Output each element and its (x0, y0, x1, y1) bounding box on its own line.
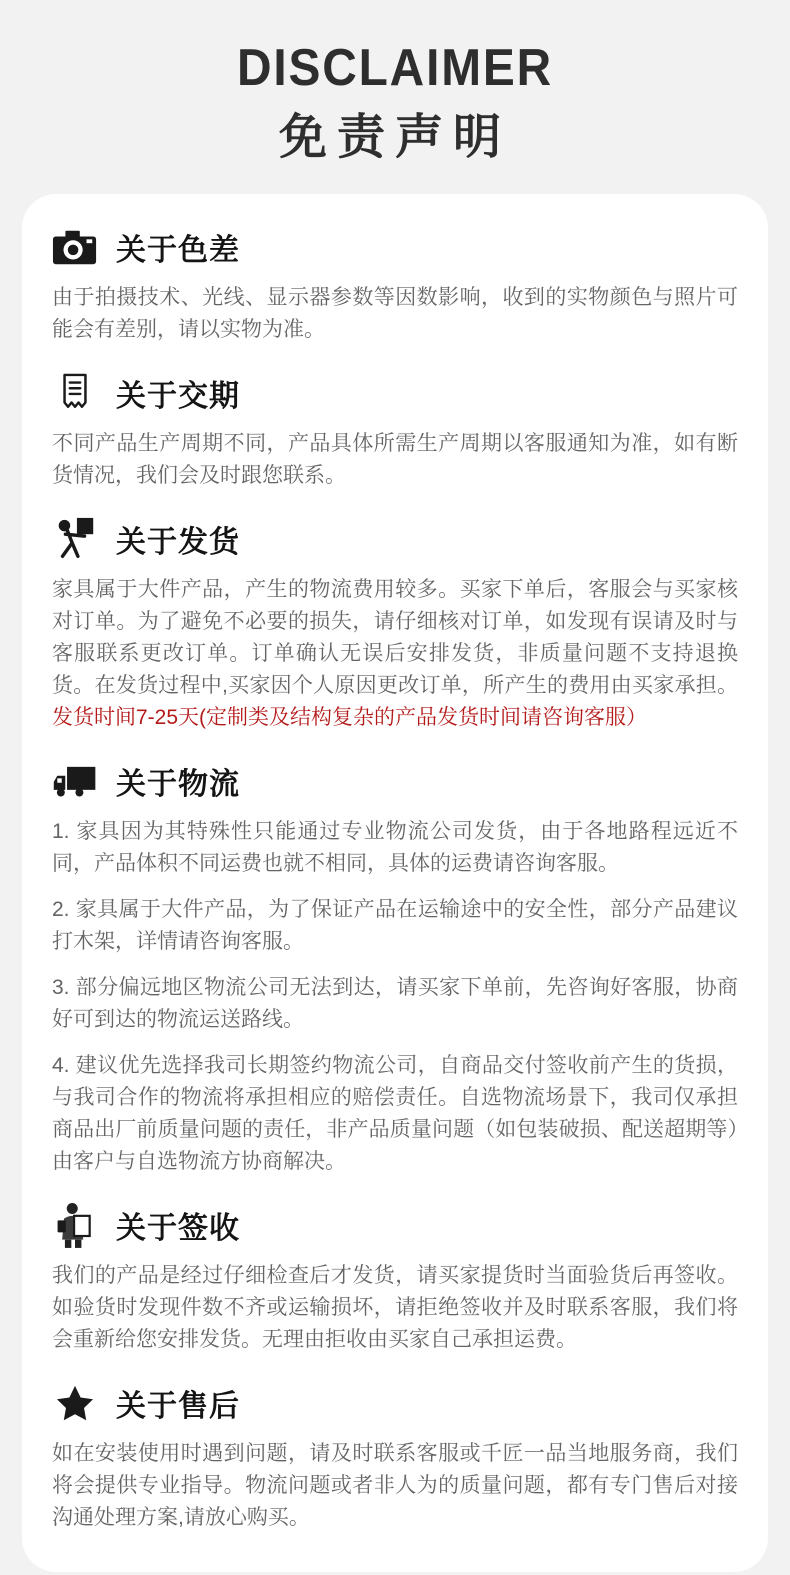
section-paragraph: 4. 建议优先选择我司长期签约物流公司，自商品交付签收前产生的货损，与我司合作的物流将承担相应的赔偿责任。自选物流场景下，我司仅承担商品出厂前质量问题的责任，非产品质量问题（如包装破损、配送超期等）由客户与自选物流方协商解决。 (52, 1054, 738, 1173)
section-paragraph: 我们的产品是经过仔细检查后才发货，请买家提货时当面验货后再签收。如验货时发现件数不齐或运输损坏，请拒绝签收并及时联系客服，我们将会重新给您安排发货。无理由拒收由买家自己承担运费。 (52, 1264, 738, 1351)
section-body (52, 282, 738, 346)
shipping-text: 家具属于大件产品，产生的物流费用较多。买家下单后，客服会与买家核对订单。为了避免不必要的损失，请仔细核对订单，如发现有误请及时与客服联系更改订单。订单确认无误后安排发货，非质量问题不支持退换货。在发货过程中,买家因个人原因更改订单，所产生的费用由买家承担。 (52, 578, 738, 697)
section-header (52, 758, 738, 804)
section-paragraph: 如在安装使用时遇到问题，请及时联系客服或千匠一品当地服务商，我们将会提供专业指导。物流问题或者非人为的质量问题，都有专门售后对接沟通处理方案,请放心购买。 (52, 1442, 738, 1529)
section-body (52, 1438, 738, 1534)
section-header (52, 1380, 738, 1426)
page-header (0, 0, 790, 166)
truck-icon (52, 761, 98, 801)
section-paragraph (52, 574, 738, 734)
star-icon (52, 1384, 98, 1422)
section-paragraph: 不同产品生产周期不同，产品具体所需生产周期以客服通知为准，如有断货情况，我们会及时跟您联系。 (52, 432, 738, 487)
receipt-icon (52, 371, 98, 415)
delivery-person-icon (52, 515, 98, 563)
section-title: 关于交期 (116, 380, 240, 413)
section-paragraph: 3. 部分偏远地区物流公司无法到达，请买家下单前，先咨询好客服，协商好可到达的物流运送路线。 (52, 976, 738, 1031)
section-after-sales (52, 1380, 738, 1534)
section-title: 关于发货 (116, 526, 240, 559)
section-body (52, 428, 738, 492)
courier-sign-icon (52, 1200, 98, 1250)
section-color-difference (52, 224, 738, 346)
section-title: 关于色差 (116, 234, 240, 267)
disclaimer-title-zh: 免责声明 (278, 111, 511, 164)
section-logistics (52, 758, 738, 1178)
disclaimer-card (22, 194, 768, 1572)
section-title: 关于物流 (116, 768, 240, 801)
section-paragraph: 由于拍摄技术、光线、显示器参数等因数影响，收到的实物颜色与照片可能会有差别，请以实物为准。 (52, 286, 738, 341)
section-paragraph: 1. 家具因为其特殊性只能通过专业物流公司发货，由于各地路程远近不同，产品体积不同运费也就不相同，具体的运费请咨询客服。 (52, 820, 738, 875)
section-header (52, 370, 738, 416)
section-delivery-time (52, 370, 738, 492)
section-body (52, 1260, 738, 1356)
section-body (52, 816, 738, 1178)
section-sign-off (52, 1202, 738, 1356)
section-header (52, 516, 738, 562)
section-header (52, 224, 738, 270)
section-title: 关于签收 (116, 1212, 240, 1245)
camera-icon (52, 227, 98, 267)
section-header (52, 1202, 738, 1248)
section-paragraph: 2. 家具属于大件产品，为了保证产品在运输途中的安全性，部分产品建议打木架，详情请咨询客服。 (52, 898, 738, 953)
disclaimer-title-en: DISCLAIMER (236, 39, 554, 97)
shipping-time-highlight: 发货时间7-25天(定制类及结构复杂的产品发货时间请咨询客服） (52, 706, 648, 729)
section-shipping (52, 516, 738, 734)
section-body (52, 574, 738, 734)
section-title: 关于售后 (116, 1390, 240, 1423)
